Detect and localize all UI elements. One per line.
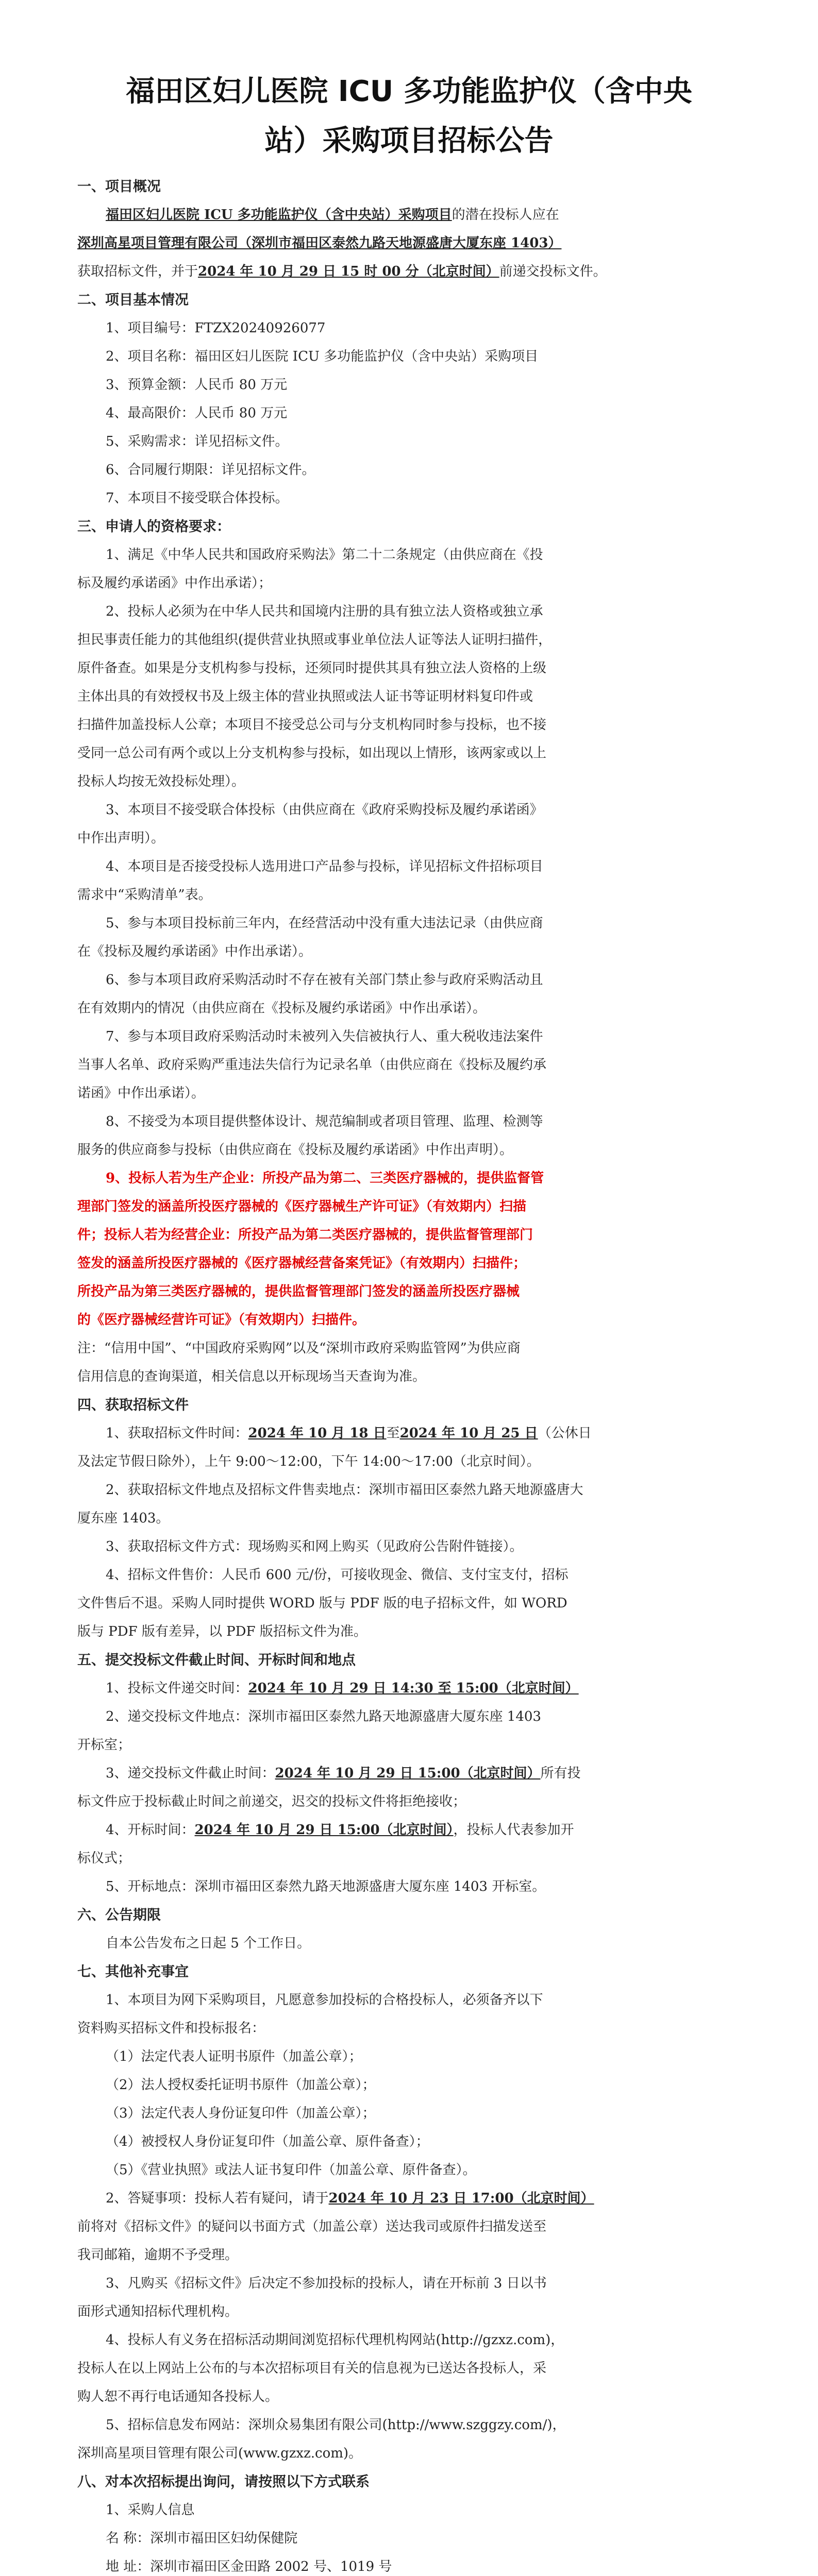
qualification-line: 2、投标人必须为在中华人民共和国境内注册的具有独立法人资格或独立承 — [106, 604, 543, 619]
opening-text: ，投标人代表参加开 — [453, 1822, 574, 1838]
basic-info-item: 3、预算金额：人民币 80 万元 — [106, 377, 288, 393]
medical-device-requirement: 件；投标人若为经营企业：所投产品为第二类医疗器械的，提供监督管理部门 — [77, 1227, 533, 1243]
qualification-line: 当事人名单、政府采购严重违法失信行为记录名单（由供应商在《投标及履约承 — [77, 1057, 547, 1073]
medical-device-requirement: 签发的涵盖所投医疗器械的《医疗器械经营备案凭证》（有效期内）扫描件； — [77, 1256, 527, 1271]
credit-note: 注：“信用中国”、“中国政府采购网”以及“深圳市政府采购监管网”为供应商 — [77, 1341, 521, 1356]
question-deadline: 2024 年 10 月 23 日 17:00（北京时间） — [328, 2191, 594, 2206]
overview-text: 获取招标文件，并于 — [77, 264, 198, 279]
medical-device-requirement: 9、投标人若为生产企业：所投产品为第二、三类医疗器械的，提供监督管 — [106, 1171, 544, 1186]
basic-info-item: 2、项目名称：福田区妇儿医院 ICU 多功能监护仪（含中央站）采购项目 — [106, 349, 539, 364]
basic-info-item: 4、最高限价：人民币 80 万元 — [106, 405, 288, 421]
supplement-line: 4、投标人有义务在招标活动期间浏览招标代理机构网站(http://gzxz.com)， — [106, 2332, 564, 2348]
submit-place-line: 2、递交投标文件地点：深圳市福田区泰然九路天地源盛唐大厦东座 1403 — [106, 1709, 541, 1724]
qualification-line: 担民事责任能力的其他组织(提供营业执照或事业单位法人证等法人证明扫描件， — [77, 632, 552, 648]
purchaser-name: 名 称：深圳市福田区妇幼保健院 — [106, 2531, 298, 2546]
opening-time-line — [77, 1816, 741, 1844]
supplement-line: 面形式通知招标代理机构。 — [77, 2304, 239, 2319]
qualification-line: 8、不接受为本项目提供整体设计、规范编制或者项目管理、监理、检测等 — [106, 1114, 543, 1129]
obtain-text: 1、获取招标文件时间： — [106, 1426, 248, 1441]
deadline-line: 标文件应于投标截止时间之前递交，迟交的投标文件将拒绝接收； — [77, 1794, 466, 1809]
section-3-heading: 三、申请人的资格要求： — [77, 519, 230, 535]
basic-info-item: 5、采购需求：详见招标文件。 — [106, 434, 289, 449]
purchaser-address: 地 址：深圳市福田区金田路 2002 号、1019 号 — [106, 2559, 392, 2574]
obtain-time-line: 及法定节假日除外），上午 9:00～12:00，下午 14:00～17:00（北京时间）。 — [77, 1454, 540, 1469]
overview-line-2 — [77, 229, 741, 258]
required-doc-item: （1）法定代表人证明书原件（加盖公章）； — [106, 2049, 362, 2064]
qualification-line: 7、参与本项目政府采购活动时未被列入失信被执行人、重大税收违法案件 — [106, 1029, 543, 1044]
section-7-heading: 七、其他补充事宜 — [77, 1964, 189, 1980]
submit-time: 2024 年 10 月 29 日 14:30 至 15:00（北京时间） — [248, 1681, 579, 1696]
qualification-line: 6、参与本项目政府采购活动时不存在被有关部门禁止参与政府采购活动且 — [106, 972, 543, 988]
qualification-line: 主体出具的有效授权书及上级主体的营业执照或法人证书等证明材料复印件或 — [77, 689, 533, 704]
basic-info-item: 6、合同履行期限：详见招标文件。 — [106, 462, 315, 478]
obtain-text: 至 — [386, 1426, 400, 1441]
document-title — [77, 67, 741, 166]
basic-info-item: 7、本项目不接受联合体投标。 — [106, 490, 289, 506]
basic-info-item: 1、项目编号：FTZX20240926077 — [106, 320, 326, 336]
section-2-heading: 二、项目基本情况 — [77, 292, 189, 308]
overview-text: 前递交投标文件。 — [499, 264, 607, 279]
obtain-text: （公休日 — [538, 1426, 592, 1441]
section-4-heading: 四、获取招标文件 — [77, 1397, 189, 1413]
qualification-line: 3、本项目不接受联合体投标（由供应商在《政府采购投标及履约承诺函》 — [106, 802, 543, 818]
deadline-line — [77, 1759, 741, 1788]
question-line: 前将对《招标文件》的疑问以书面方式（加盖公章）送达我司或原件扫描发送至 — [77, 2219, 547, 2234]
overview-line-1 — [77, 201, 741, 229]
deadline-text: 所有投 — [540, 1766, 581, 1781]
required-doc-item: （3）法定代表人身份证复印件（加盖公章）； — [106, 2106, 376, 2121]
required-doc-item: （5）《营业执照》或法人证书复印件（加盖公章、原件备查）。 — [106, 2162, 476, 2178]
deadline-time: 2024 年 10 月 29 日 15:00（北京时间） — [275, 1766, 541, 1781]
qualification-line: 中作出声明）。 — [77, 831, 165, 846]
overview-text: 的潜在投标人应在 — [452, 207, 559, 223]
qualification-line: 投标人均按无效投标处理）。 — [77, 774, 245, 789]
qualification-line: 扫描件加盖投标人公章；本项目不接受总公司与分支机构同时参与投标，也不接 — [77, 717, 547, 733]
price-line: 版与 PDF 版有差异，以 PDF 版招标文件为准。 — [77, 1624, 367, 1639]
supplement-line: 1、本项目为网下采购项目，凡愿意参加投标的合格投标人，必须备齐以下 — [106, 1992, 543, 2008]
announcement-period: 自本公告发布之日起 5 个工作日。 — [106, 1936, 311, 1951]
supplement-line: 投标人在以上网站上公布的与本次招标项目有关的信息视为已送达各投标人，采 — [77, 2361, 547, 2376]
obtain-method-line: 3、获取招标文件方式：现场购买和网上购买（见政府公告附件链接）。 — [106, 1539, 523, 1554]
medical-device-requirement: 的《医疗器械经营许可证》（有效期内）扫描件。 — [77, 1312, 366, 1328]
qualification-line: 原件备查。如果是分支机构参与投标，还须同时提供其具有独立法人资格的上级 — [77, 660, 547, 676]
qualification-line: 受同一总公司有两个或以上分支机构参与投标，如出现以上情形，该两家或以上 — [77, 745, 547, 761]
opening-time-line: 标仪式； — [77, 1851, 131, 1866]
medical-device-requirement: 理部门签发的涵盖所投医疗器械的《医疗器械生产许可证》（有效期内）扫描 — [77, 1199, 527, 1214]
title-line-1: 福田区妇儿医院 ICU 多功能监护仪（含中央 — [126, 75, 692, 108]
price-line: 文件售后不退。采购人同时提供 WORD 版与 PDF 版的电子招标文件，如 WORD — [77, 1596, 567, 1611]
price-line: 4、招标文件售价：人民币 600 元/份，可接收现金、微信、支付宝支付，招标 — [106, 1567, 569, 1583]
submit-place-line: 开标室； — [77, 1737, 131, 1753]
qualification-line: 标及履约承诺函》中作出承诺）； — [77, 575, 272, 591]
bid-deadline: 2024 年 10 月 29 日 15 时 00 分（北京时间） — [198, 264, 499, 279]
required-doc-item: （4）被授权人身份证复印件（加盖公章、原件备查）； — [106, 2134, 429, 2149]
agency-location: 深圳高星项目管理有限公司（深圳市福田区泰然九路天地源盛唐大厦东座 1403） — [77, 235, 562, 251]
purchaser-heading: 1、采购人信息 — [106, 2502, 195, 2518]
qualification-line: 诺函》中作出承诺）。 — [77, 1086, 205, 1101]
credit-note: 信用信息的查询渠道，相关信息以开标现场当天查询为准。 — [77, 1369, 426, 1384]
section-8-heading: 八、对本次招标提出询问，请按照以下方式联系 — [77, 2474, 370, 2490]
qualification-line: 服务的供应商参与投标（由供应商在《投标及履约承诺函》中作出声明）。 — [77, 1142, 513, 1158]
title-line-2: 站）采购项目招标公告 — [264, 124, 554, 158]
obtain-place-line: 厦东座 1403。 — [77, 1511, 170, 1526]
supplement-line: 3、凡购买《招标文件》后决定不参加投标的投标人，请在开标前 3 日以书 — [106, 2276, 547, 2291]
section-1-heading: 一、项目概况 — [77, 179, 161, 195]
qualification-line: 在有效期内的情况（由供应商在《投标及履约承诺函》中作出承诺）。 — [77, 1001, 487, 1016]
question-line — [77, 2184, 741, 2213]
qualification-line: 4、本项目是否接受投标人选用进口产品参与投标，详见招标文件招标项目 — [106, 859, 543, 874]
document-body — [77, 173, 741, 2576]
submit-text: 1、投标文件递交时间： — [106, 1681, 248, 1696]
qualification-line: 1、满足《中华人民共和国政府采购法》第二十二条规定（由供应商在《投 — [106, 547, 543, 563]
supplement-line: 深圳高星项目管理有限公司(www.gzxz.com)。 — [77, 2446, 362, 2461]
opening-place-line: 5、开标地点：深圳市福田区泰然九路天地源盛唐大厦东座 1403 开标室。 — [106, 1879, 546, 1894]
deadline-text: 3、递交投标文件截止时间： — [106, 1766, 275, 1781]
medical-device-requirement: 所投产品为第三类医疗器械的，提供监督管理部门签发的涵盖所投医疗器械 — [77, 1284, 520, 1299]
qualification-line: 5、参与本项目投标前三年内，在经营活动中没有重大违法记录（由供应商 — [106, 916, 543, 931]
supplement-line: 5、招标信息发布网站：深圳众易集团有限公司(http://www.szggzy.com/)， — [106, 2417, 566, 2433]
required-doc-item: （2）法人授权委托证明书原件（加盖公章）； — [106, 2077, 376, 2093]
question-line: 我司邮箱，逾期不予受理。 — [77, 2247, 239, 2263]
question-text: 2、答疑事项：投标人若有疑问，请于 — [106, 2191, 329, 2206]
submit-time-line — [77, 1674, 741, 1703]
obtain-end-date: 2024 年 10 月 25 日 — [399, 1426, 538, 1441]
section-5-heading: 五、提交投标文件截止时间、开标时间和地点 — [77, 1652, 356, 1668]
supplement-line: 购人恕不再行电话通知各投标人。 — [77, 2389, 279, 2404]
qualification-line: 在《投标及履约承诺函》中作出承诺）。 — [77, 944, 312, 959]
project-name: 福田区妇儿医院 ICU 多功能监护仪（含中央站）采购项目 — [106, 207, 452, 223]
obtain-time-line — [77, 1419, 741, 1448]
opening-text: 4、开标时间： — [106, 1822, 195, 1838]
qualification-line: 需求中“采购清单”表。 — [77, 887, 212, 903]
obtain-place-line: 2、获取招标文件地点及招标文件售卖地点：深圳市福田区泰然九路天地源盛唐大 — [106, 1482, 583, 1498]
obtain-start-date: 2024 年 10 月 18 日 — [248, 1426, 387, 1441]
section-6-heading: 六、公告期限 — [77, 1907, 161, 1923]
overview-line-3 — [77, 258, 741, 286]
opening-time: 2024 年 10 月 29 日 15:00（北京时间） — [194, 1822, 454, 1838]
supplement-line: 资料购买招标文件和投标报名： — [77, 2021, 265, 2036]
